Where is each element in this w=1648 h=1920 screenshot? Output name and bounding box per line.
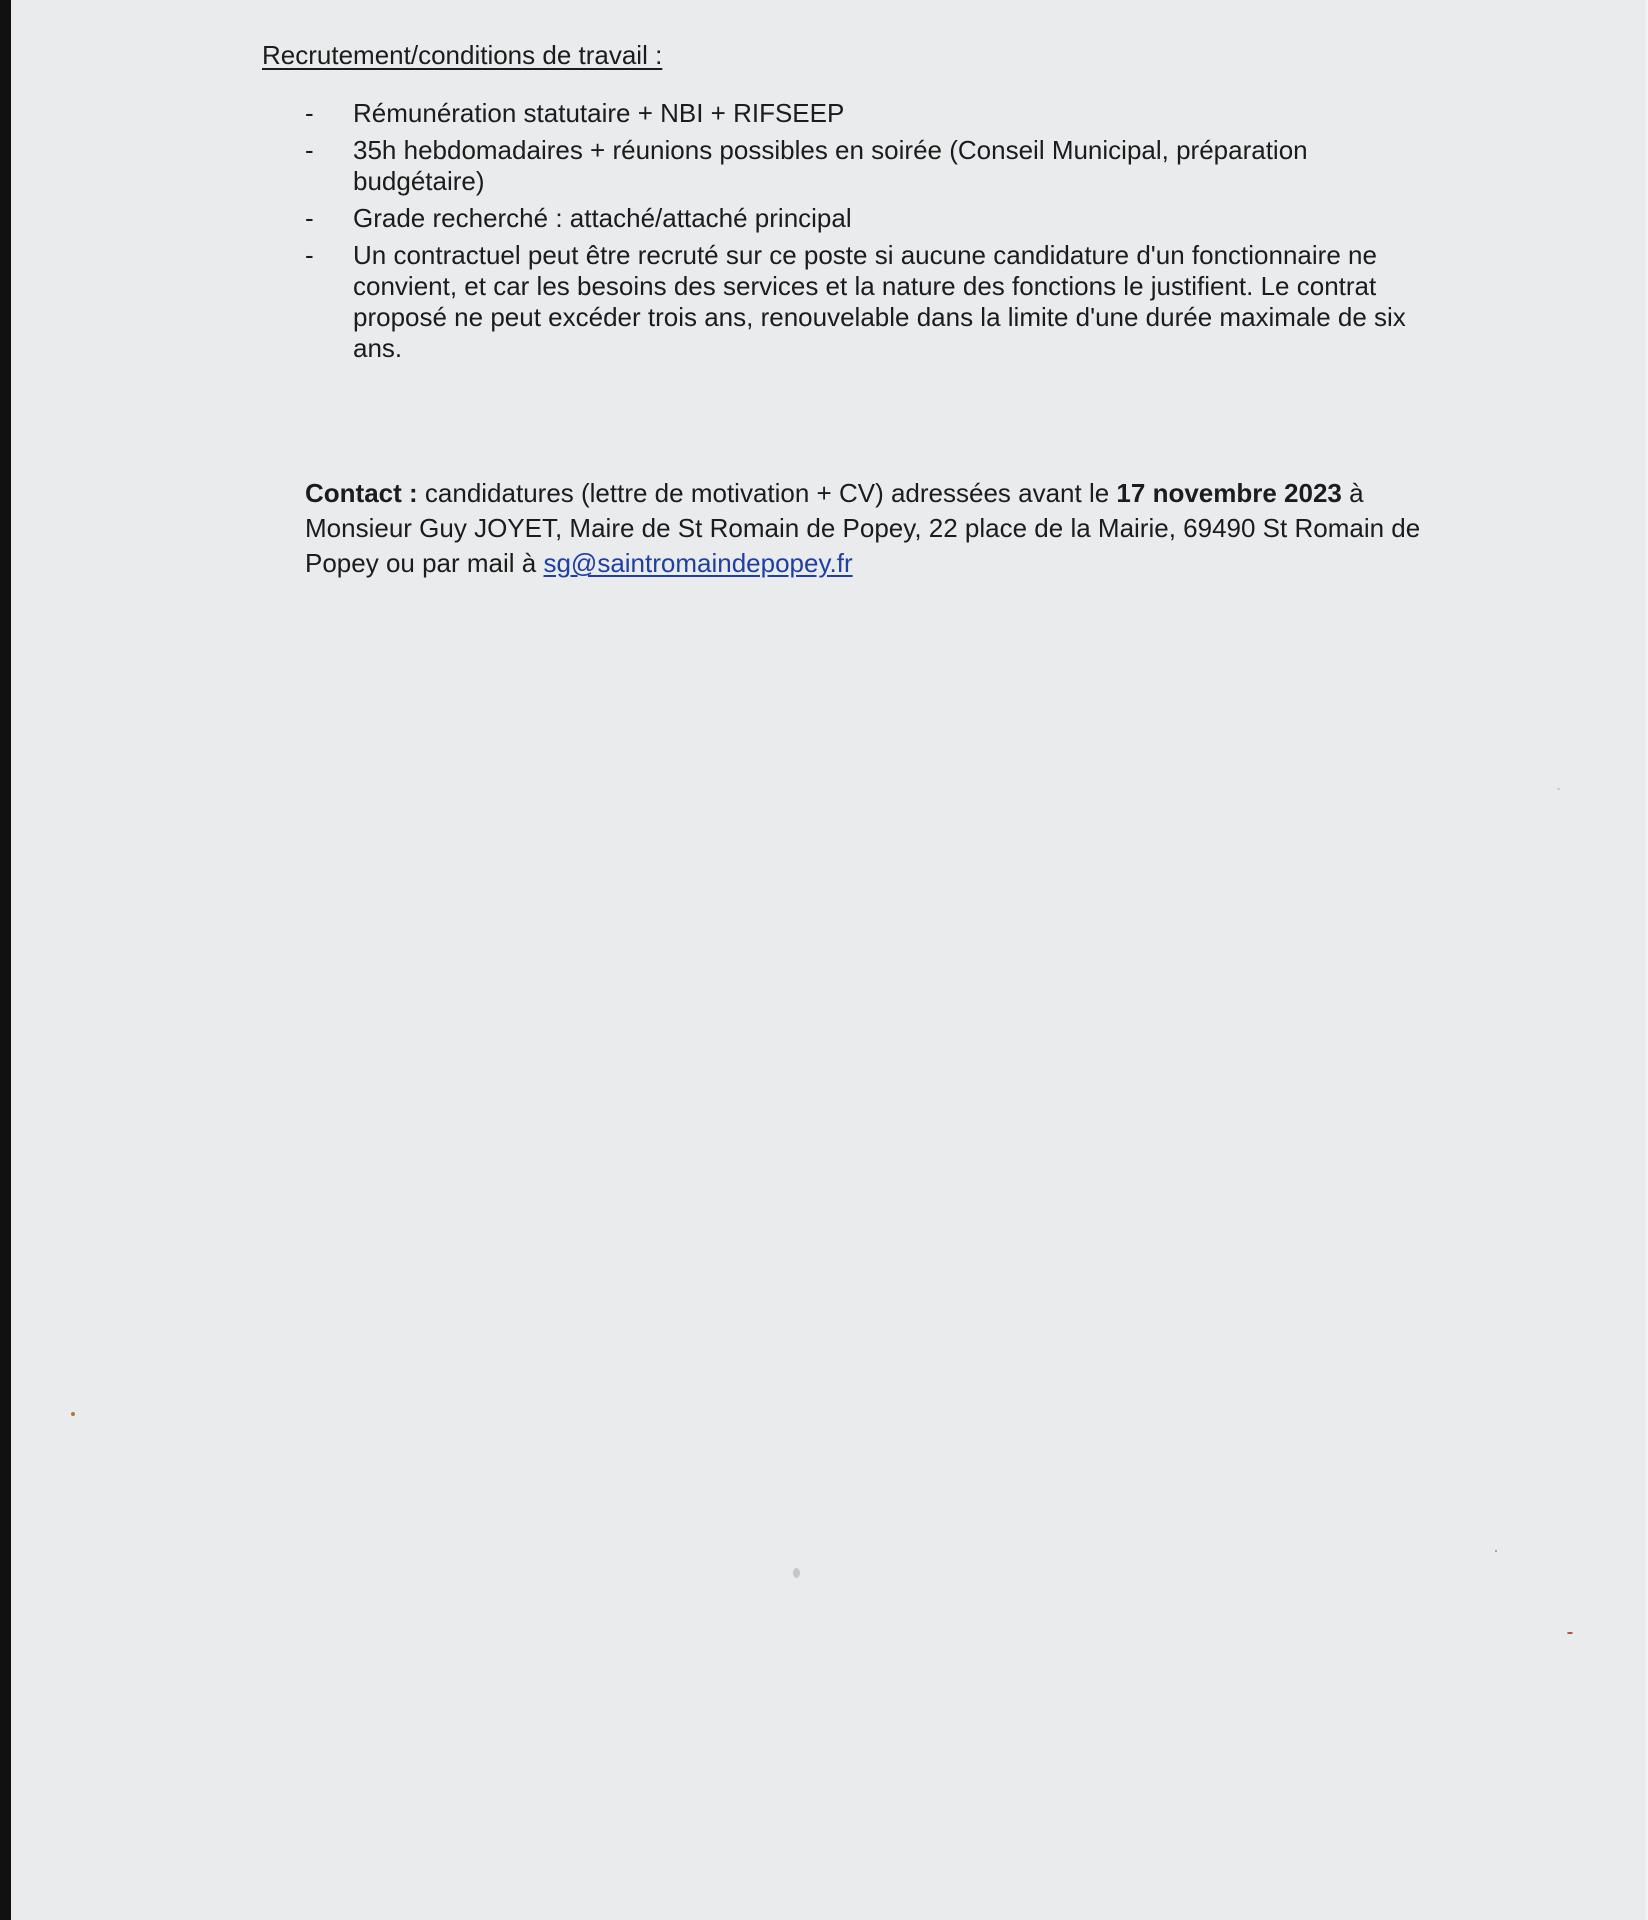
section-heading: Recrutement/conditions de travail : [262, 40, 663, 70]
list-bullet: - [305, 135, 314, 165]
list-item [305, 203, 1415, 234]
list-item-text: 35h hebdomadaires + réunions possibles en soirée (Conseil Municipal, préparation budgétaire) [353, 135, 1308, 196]
contact-label: Contact : [305, 478, 418, 508]
scan-border-right [1642, 0, 1648, 1920]
list-item-text: Un contractuel peut être recruté sur ce poste si aucune candidature d'un fonctionnaire ne convient, et car les besoins des services et la nature des fonctions le justifient. Le contrat proposé ne peut excéder trois ans, renouvelable dans la limite d'une durée maximale de six ans. [353, 240, 1406, 363]
list-item [305, 135, 1415, 197]
scan-speck [1567, 1632, 1573, 1634]
email-link[interactable]: sg@saintromaindepopey.fr [543, 548, 853, 578]
contact-address: à Monsieur Guy JOYET, Maire de St Romain de Popey, 22 place de la Mairie, 69490 St Romain de Popey ou par mail à [305, 478, 1421, 578]
list-bullet: - [305, 203, 314, 233]
list-item-text: Grade recherché : attaché/attaché principal [353, 203, 852, 233]
conditions-list [305, 98, 1415, 370]
list-item [305, 98, 1415, 129]
scan-speck [793, 1568, 800, 1578]
list-bullet: - [305, 240, 314, 270]
list-bullet: - [305, 98, 314, 128]
contact-paragraph [305, 476, 1425, 581]
deadline-date: 17 novembre 2023 [1116, 478, 1342, 508]
scan-speck [1495, 1550, 1497, 1552]
document-page [11, 0, 1648, 1920]
list-item [305, 240, 1415, 364]
scan-speck [71, 1412, 75, 1416]
contact-text: candidatures (lettre de motivation + CV) adressées avant le [417, 478, 1117, 508]
scan-border-left [0, 0, 11, 1920]
list-item-text: Rémunération statutaire + NBI + RIFSEEP [353, 98, 845, 128]
scan-speck [1557, 788, 1560, 790]
